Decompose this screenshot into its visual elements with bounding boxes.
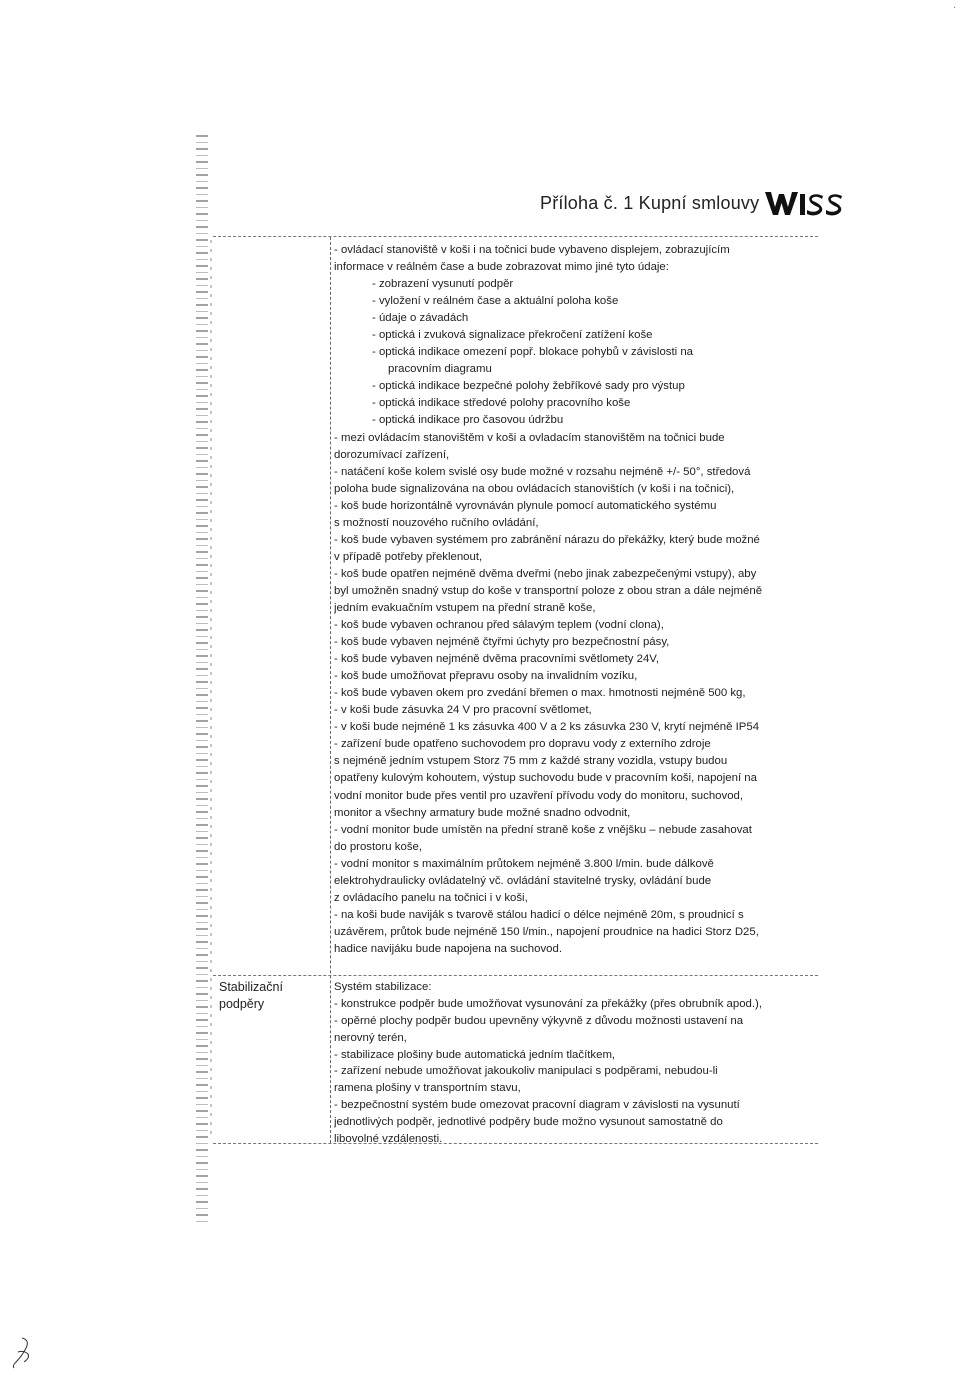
handwritten-signature [8,1336,36,1375]
header-title: Příloha č. 1 Kupní smlouvy [540,192,760,213]
wiss-logo-graphic [763,189,845,217]
column-divider [330,237,331,1143]
text-line: vodní monitor bude přes ventil pro uzavření přívodu vody do monitoru, suchovod, [334,789,744,802]
text-line: - koš bude opatřen nejméně dvěma dveřmi (nebo jinak zabezpečenými vstupy), aby [334,567,757,580]
text-line: s možností nouzového ručního ovládání, [334,516,539,529]
text-line: informace v reálném čase a bude zobrazovat mimo jiné tyto údaje: [334,261,669,274]
specification-table [213,236,818,1144]
text-line: - ovládací stanoviště v koši i na točnici bude vybaveno displejem, zobrazujícím [334,244,730,256]
row2-label-line: Stabilizační [219,980,283,994]
scan-edge-noise [196,135,208,1225]
text-line: - zařízení nebude umožňovat jakoukoliv manipulaci s podpěrami, nebudou-li [334,1065,718,1078]
text-line: - optická indikace středové polohy pracovního koše [372,397,631,410]
text-line: - stabilizace plošiny bude automatická jedním tlačítkem, [334,1048,616,1061]
text-line: - zařízení bude opatřeno suchovodem pro dopravu vody z externího zdroje [334,738,711,751]
text-line: - koš bude horizontálně vyrovnáván plynule pomocí automatického systému [334,499,717,512]
text-line: - na koši bude naviják s tvarově stálou hadicí o délce nejméně 20m, s proudnicí s [334,908,744,921]
scan-edge-noise-secondary [210,240,212,1140]
text-line: - údaje o závadách [372,312,469,325]
page-header [540,188,845,218]
text-line: libovolné vzdálenosti. [334,1133,443,1146]
text-line: jednotlivých podpěr, jednotlivé podpěry bude možno vysunout samostatně do [334,1116,723,1129]
text-line: byl umožněn snadný vstup do koše v transportní poloze z obou stran a dále nejméně [334,584,763,597]
text-line: dorozumívací zařízení, [334,448,450,461]
text-line: elektrohydraulicky ovládatelný vč. ovládání stavitelné trysky, ovládání bude [334,874,712,887]
text-line: uzávěrem, průtok bude nejméně 150 l/min., napojení proudnice na hadici Storz D25, [334,925,759,938]
signature-mark [8,1336,36,1370]
text-line: v případě potřeby překlenout, [334,550,483,563]
text-line: jedním evakuačním vstupem na přední straně koše, [334,601,596,614]
row-divider [213,975,818,976]
text-line: s nejméně jedním vstupem Storz 75 mm z každé strany vozidla, vstupy budou [334,755,728,768]
text-line: - optická indikace pro časovou údržbu [372,414,564,427]
wiss-logo [763,189,845,217]
text-line: - natáčení koše kolem svislé osy bude možné v rozsahu nejméně +/- 50°, středová [334,465,751,478]
text-line: - optická indikace omezení popř. blokace pohybů v závislosti na [372,346,694,359]
text-line: - koš bude vybaven okem pro zvedání břemen o max. hmotnosti nejméně 500 kg, [334,687,746,700]
text-line: poloha bude signalizována na obou ovládacích stanovištích (v koši i na točnici), [334,482,735,495]
text-line: - koš bude vybaven nejméně čtyřmi úchyty pro bezpečnostní pásy, [334,636,670,649]
text-line: - koš bude umožňovat přepravu osoby na invalidním vozíku, [334,670,638,683]
text-line: - zobrazení vysunutí podpěr [372,278,514,291]
text-line: do prostoru koše, [334,840,423,853]
text-line: - v koši bude nejméně 1 ks zásuvka 400 V a 2 ks zásuvka 230 V, krytí nejméně IP54 [334,721,760,734]
text-line: ramena plošiny v transportním stavu, [334,1082,521,1095]
text-line: - optická i zvuková signalizace překročení zatížení koše [372,329,653,342]
text-line: hadice navijáku bude napojena na suchovod. [334,942,562,955]
text-line: Systém stabilizace: [334,981,432,993]
row2-label-line: podpěry [219,997,265,1011]
text-line: pracovním diagramu [388,363,492,376]
text-line: nerovný terén, [334,1031,407,1044]
text-line: - koš bude vybaven ochranou před sálavým teplem (vodní clona), [334,619,664,632]
text-line: - koš bude vybaven systémem pro zabránění nárazu do překážky, který bude možné [334,533,760,546]
scan-mark: · [953,2,957,13]
text-line: - vodní monitor s maximálním průtokem nejméně 3.800 l/min. bude dálkově [334,857,714,870]
text-line: - bezpečnostní systém bude omezovat pracovní diagram v závislosti na vysunutí [334,1099,740,1112]
text-line: - mezi ovládacím stanovištěm v koši a ovladacím stanovištěm na točnici bude [334,431,725,444]
text-line: z ovládacího panelu na točnici i v koši, [334,891,528,904]
text-line: monitor a všechny armatury bude možné snadno odvodnit, [334,806,631,819]
row2-content [334,979,816,1148]
text-line: - v koši bude zásuvka 24 V pro pracovní světlomet, [334,704,592,717]
text-line: opatřeny kulovým kohoutem, výstup suchovodu bude v pracovním koši, napojení na [334,772,757,785]
row2-label [219,979,327,1013]
text-line: - opěrné plochy podpěr budou upevněny výkyvně z důvodu možnosti ustavení na [334,1014,744,1027]
text-line: - konstrukce podpěr bude umožňovat vysunování za překážky (přes obrubník apod.), [334,997,763,1010]
text-line: - vodní monitor bude umístěn na přední straně koše z vnějšku – nebude zasahovat [334,823,752,836]
text-line: - vyložení v reálném čase a aktuální poloha koše [372,295,619,308]
text-line: - optická indikace bezpečné polohy žebříkové sady pro výstup [372,380,685,393]
row1-content [334,242,816,958]
text-line: - koš bude vybaven nejméně dvěma pracovními světlomety 24V, [334,653,660,666]
